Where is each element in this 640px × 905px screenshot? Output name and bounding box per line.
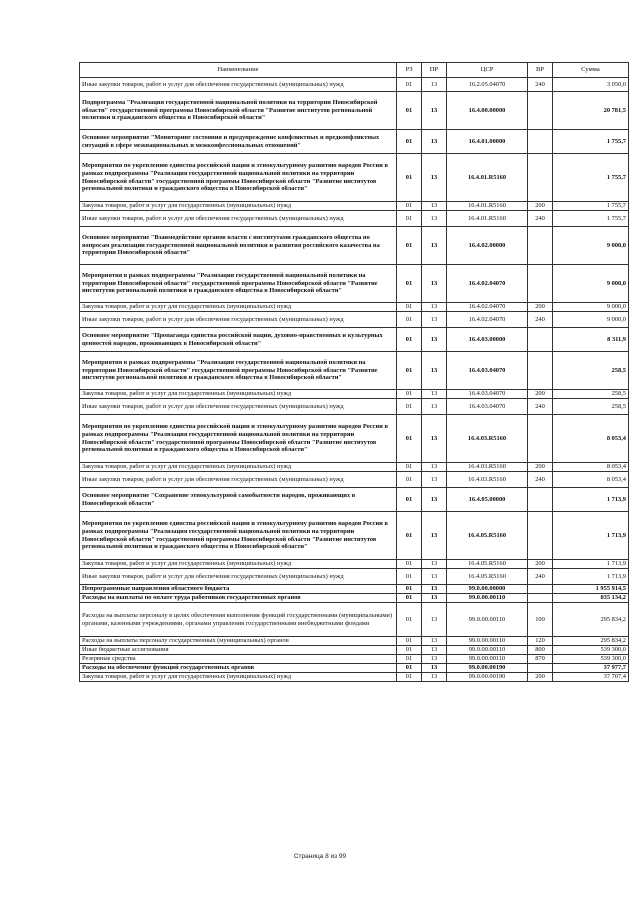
document-page bbox=[79, 62, 628, 682]
table-row bbox=[80, 512, 629, 560]
cell-pr: 13 bbox=[422, 664, 447, 673]
cell-pr: 13 bbox=[422, 603, 447, 637]
table-row bbox=[80, 92, 629, 130]
cell-pr: 13 bbox=[422, 594, 447, 603]
cell-rz: 01 bbox=[397, 154, 422, 202]
cell-csr: 16.4.02.04070 bbox=[447, 303, 528, 312]
cell-sum: 9 000,0 bbox=[553, 312, 629, 328]
cell-vr: 240 bbox=[528, 211, 553, 227]
table-row bbox=[80, 646, 629, 655]
cell-pr: 13 bbox=[422, 92, 447, 130]
cell-vr bbox=[528, 585, 553, 594]
cell-name: Непрограммные направления областного бюджета bbox=[80, 585, 397, 594]
cell-csr: 99.0.00.00110 bbox=[447, 594, 528, 603]
table-row bbox=[80, 585, 629, 594]
cell-name: Иные закупки товаров, работ и услуг для обеспечения государственных (муниципальных) нужд bbox=[80, 211, 397, 227]
cell-name: Резервные средства bbox=[80, 655, 397, 664]
cell-name: Основное мероприятие "Сохранение этнокультурной самобытности народов, проживающих в Новосибирской области" bbox=[80, 488, 397, 512]
table-row bbox=[80, 603, 629, 637]
table-row bbox=[80, 488, 629, 512]
cell-vr bbox=[528, 130, 553, 154]
cell-sum: 1 713,9 bbox=[553, 488, 629, 512]
cell-vr: 200 bbox=[528, 560, 553, 569]
cell-name: Мероприятия по укреплению единства российской нации и этнокультурному развитию народов России в рамках подпрограммы "Реализация государственной национальной политики на территории Новосибирской области" государственной программы Новосибирской области "Развитие институтов региональной политики и гражданского общества в Новосибирской области" bbox=[80, 415, 397, 463]
cell-pr: 13 bbox=[422, 472, 447, 488]
cell-csr: 16.4.01.00000 bbox=[447, 130, 528, 154]
cell-vr bbox=[528, 352, 553, 390]
cell-rz: 01 bbox=[397, 390, 422, 399]
table-row bbox=[80, 352, 629, 390]
cell-vr: 240 bbox=[528, 472, 553, 488]
cell-csr: 16.4.03.04070 bbox=[447, 399, 528, 415]
cell-name: Иные закупки товаров, работ и услуг для обеспечения государственных (муниципальных) нужд bbox=[80, 78, 397, 92]
cell-csr: 16.4.01.R5160 bbox=[447, 154, 528, 202]
cell-csr: 99.0.00.00110 bbox=[447, 603, 528, 637]
table-row bbox=[80, 328, 629, 352]
table-row bbox=[80, 664, 629, 673]
cell-vr bbox=[528, 415, 553, 463]
cell-vr: 120 bbox=[528, 637, 553, 646]
cell-name: Закупка товаров, работ и услуг для государственных (муниципальных) нужд bbox=[80, 202, 397, 211]
table-header-row bbox=[80, 63, 629, 78]
cell-csr: 16.4.05.00000 bbox=[447, 488, 528, 512]
cell-rz: 01 bbox=[397, 488, 422, 512]
cell-csr: 99.0.00.00110 bbox=[447, 637, 528, 646]
cell-pr: 13 bbox=[422, 673, 447, 682]
cell-sum: 1 755,7 bbox=[553, 202, 629, 211]
cell-sum: 258,5 bbox=[553, 390, 629, 399]
cell-rz: 01 bbox=[397, 594, 422, 603]
cell-vr: 240 bbox=[528, 399, 553, 415]
cell-rz: 01 bbox=[397, 352, 422, 390]
cell-name: Расходы на выплаты персоналу в целях обеспечения выполнения функций государственными (муниципальными) органами, казенными учреждениями, органами управления государственными внебюджетными фондами bbox=[80, 603, 397, 637]
cell-rz: 01 bbox=[397, 312, 422, 328]
cell-csr: 16.4.03.R5160 bbox=[447, 472, 528, 488]
cell-name: Мероприятия по укреплению единства российской нации и этнокультурному развитию народов России в рамках подпрограммы "Реализация государственной национальной политики на территории Новосибирской области" государственной программы Новосибирской области "Развитие институтов региональной политики и гражданского общества в Новосибирской области" bbox=[80, 154, 397, 202]
cell-sum: 9 000,0 bbox=[553, 227, 629, 265]
cell-sum: 539 300,0 bbox=[553, 646, 629, 655]
cell-rz: 01 bbox=[397, 664, 422, 673]
cell-sum: 1 755,7 bbox=[553, 130, 629, 154]
cell-sum: 835 134,2 bbox=[553, 594, 629, 603]
cell-pr: 13 bbox=[422, 78, 447, 92]
cell-vr bbox=[528, 488, 553, 512]
table-row bbox=[80, 637, 629, 646]
cell-name: Закупка товаров, работ и услуг для государственных (муниципальных) нужд bbox=[80, 390, 397, 399]
cell-rz: 01 bbox=[397, 130, 422, 154]
cell-vr: 100 bbox=[528, 603, 553, 637]
table-row bbox=[80, 560, 629, 569]
cell-vr bbox=[528, 227, 553, 265]
cell-rz: 01 bbox=[397, 646, 422, 655]
cell-sum: 258,5 bbox=[553, 399, 629, 415]
cell-sum: 295 834,2 bbox=[553, 637, 629, 646]
cell-pr: 13 bbox=[422, 390, 447, 399]
table-row bbox=[80, 202, 629, 211]
cell-pr: 13 bbox=[422, 646, 447, 655]
cell-sum: 9 000,0 bbox=[553, 265, 629, 303]
cell-rz: 01 bbox=[397, 211, 422, 227]
table-row bbox=[80, 594, 629, 603]
table-row bbox=[80, 390, 629, 399]
cell-name: Мероприятия в рамках подпрограммы "Реализация государственной национальной политики на территории Новосибирской области" государственной программы Новосибирской области "Развитие институтов региональной политики и гражданского общества в Новосибирской области" bbox=[80, 265, 397, 303]
page-number: Страница 8 из 99 bbox=[293, 853, 347, 860]
cell-csr: 16.4.02.04070 bbox=[447, 312, 528, 328]
cell-csr: 16.4.03.04070 bbox=[447, 390, 528, 399]
cell-sum: 20 781,5 bbox=[553, 92, 629, 130]
cell-pr: 13 bbox=[422, 202, 447, 211]
cell-sum: 1 755,7 bbox=[553, 211, 629, 227]
cell-vr bbox=[528, 512, 553, 560]
cell-pr: 13 bbox=[422, 655, 447, 664]
table-row bbox=[80, 399, 629, 415]
cell-pr: 13 bbox=[422, 312, 447, 328]
header-name: Наименование bbox=[80, 63, 397, 78]
cell-name: Расходы на выплаты персоналу государственных (муниципальных) органов bbox=[80, 637, 397, 646]
header-csr: ЦСР bbox=[447, 63, 528, 78]
table-row bbox=[80, 415, 629, 463]
cell-sum: 1 713,9 bbox=[553, 512, 629, 560]
table-row bbox=[80, 78, 629, 92]
cell-pr: 13 bbox=[422, 637, 447, 646]
cell-vr bbox=[528, 594, 553, 603]
cell-name: Основное мероприятие "Пропаганда единства российской нации, духовно-нравственных и культурных ценностей народов, проживающих в Новосибирской области" bbox=[80, 328, 397, 352]
cell-name: Мероприятия в рамках подпрограммы "Реализация государственной национальной политики на территории Новосибирской области" государственной программы Новосибирской области "Развитие институтов региональной политики и гражданского общества в Новосибирской области" bbox=[80, 352, 397, 390]
cell-vr: 240 bbox=[528, 312, 553, 328]
cell-vr: 200 bbox=[528, 673, 553, 682]
cell-pr: 13 bbox=[422, 328, 447, 352]
table-row bbox=[80, 130, 629, 154]
cell-vr: 870 bbox=[528, 655, 553, 664]
cell-csr: 99.0.00.00190 bbox=[447, 673, 528, 682]
cell-rz: 01 bbox=[397, 265, 422, 303]
table-row bbox=[80, 463, 629, 472]
cell-sum: 9 000,0 bbox=[553, 303, 629, 312]
cell-vr bbox=[528, 92, 553, 130]
cell-sum: 295 834,2 bbox=[553, 603, 629, 637]
table-row bbox=[80, 227, 629, 265]
cell-rz: 01 bbox=[397, 415, 422, 463]
cell-name: Мероприятия по укреплению единства российской нации и этнокультурному развитию народов России в рамках подпрограммы "Реализация государственной национальной политики на территории Новосибирской области" государственной программы Новосибирской области "Развитие институтов региональной политики и гражданского общества в Новосибирской области" bbox=[80, 512, 397, 560]
cell-pr: 13 bbox=[422, 560, 447, 569]
table-row bbox=[80, 211, 629, 227]
cell-sum: 8 053,4 bbox=[553, 415, 629, 463]
cell-sum: 37 977,7 bbox=[553, 664, 629, 673]
table-row bbox=[80, 312, 629, 328]
cell-vr: 800 bbox=[528, 646, 553, 655]
cell-vr: 240 bbox=[528, 78, 553, 92]
cell-vr: 200 bbox=[528, 202, 553, 211]
cell-pr: 13 bbox=[422, 463, 447, 472]
cell-csr: 99.0.00.00190 bbox=[447, 664, 528, 673]
table-row bbox=[80, 655, 629, 664]
cell-sum: 1 755,7 bbox=[553, 154, 629, 202]
cell-rz: 01 bbox=[397, 569, 422, 585]
cell-name: Основное мероприятие "Взаимодействие органов власти с институтами гражданского общества по вопросам реализации государственной национальной политики и развития российского казачества на территории Новосибирской области" bbox=[80, 227, 397, 265]
cell-pr: 13 bbox=[422, 585, 447, 594]
cell-name: Расходы на обеспечение функций государственных органов bbox=[80, 664, 397, 673]
cell-sum: 1 955 914,5 bbox=[553, 585, 629, 594]
cell-vr: 240 bbox=[528, 569, 553, 585]
cell-csr: 16.4.03.R5160 bbox=[447, 415, 528, 463]
cell-name: Подпрограмма "Реализация государственной национальной политики на территории Новосибирской области" государственной программы Новосибирской области "Развитие институтов региональной политики и гражданского общества в Новосибирской области" bbox=[80, 92, 397, 130]
cell-rz: 01 bbox=[397, 303, 422, 312]
cell-name: Основное мероприятие "Мониторинг состояния и предупреждение конфликтных и предконфликтных ситуаций в сфере межнациональных и межконфессиональных отношений" bbox=[80, 130, 397, 154]
cell-rz: 01 bbox=[397, 227, 422, 265]
table-row bbox=[80, 673, 629, 682]
cell-sum: 8 311,9 bbox=[553, 328, 629, 352]
cell-rz: 01 bbox=[397, 399, 422, 415]
cell-pr: 13 bbox=[422, 227, 447, 265]
cell-name: Закупка товаров, работ и услуг для государственных (муниципальных) нужд bbox=[80, 673, 397, 682]
cell-vr bbox=[528, 265, 553, 303]
cell-rz: 01 bbox=[397, 637, 422, 646]
cell-sum: 258,5 bbox=[553, 352, 629, 390]
cell-sum: 37 707,4 bbox=[553, 673, 629, 682]
cell-vr: 200 bbox=[528, 303, 553, 312]
cell-pr: 13 bbox=[422, 303, 447, 312]
cell-name: Закупка товаров, работ и услуг для государственных (муниципальных) нужд bbox=[80, 303, 397, 312]
cell-name: Иные закупки товаров, работ и услуг для обеспечения государственных (муниципальных) нужд bbox=[80, 399, 397, 415]
cell-csr: 99.0.00.00110 bbox=[447, 646, 528, 655]
cell-vr: 200 bbox=[528, 390, 553, 399]
table-row bbox=[80, 472, 629, 488]
cell-csr: 16.4.05.R5160 bbox=[447, 512, 528, 560]
cell-rz: 01 bbox=[397, 78, 422, 92]
cell-sum: 1 713,9 bbox=[553, 560, 629, 569]
cell-rz: 01 bbox=[397, 92, 422, 130]
cell-csr: 16.4.02.04070 bbox=[447, 265, 528, 303]
cell-vr bbox=[528, 328, 553, 352]
cell-csr: 99.0.00.00000 bbox=[447, 585, 528, 594]
cell-name: Закупка товаров, работ и услуг для государственных (муниципальных) нужд bbox=[80, 560, 397, 569]
cell-csr: 99.0.00.00110 bbox=[447, 655, 528, 664]
cell-pr: 13 bbox=[422, 399, 447, 415]
cell-pr: 13 bbox=[422, 512, 447, 560]
cell-sum: 8 053,4 bbox=[553, 463, 629, 472]
header-sum: Сумма bbox=[553, 63, 629, 78]
cell-csr: 16.4.00.00000 bbox=[447, 92, 528, 130]
cell-name: Иные закупки товаров, работ и услуг для обеспечения государственных (муниципальных) нужд bbox=[80, 569, 397, 585]
cell-rz: 01 bbox=[397, 585, 422, 594]
cell-pr: 13 bbox=[422, 265, 447, 303]
cell-csr: 16.4.03.R5160 bbox=[447, 463, 528, 472]
cell-csr: 16.4.01.R5160 bbox=[447, 211, 528, 227]
cell-pr: 13 bbox=[422, 154, 447, 202]
table-row bbox=[80, 303, 629, 312]
table-row bbox=[80, 265, 629, 303]
cell-sum: 3 050,0 bbox=[553, 78, 629, 92]
header-pr: ПР bbox=[422, 63, 447, 78]
cell-pr: 13 bbox=[422, 488, 447, 512]
cell-csr: 16.2.05.04070 bbox=[447, 78, 528, 92]
cell-rz: 01 bbox=[397, 673, 422, 682]
cell-name: Иные закупки товаров, работ и услуг для обеспечения государственных (муниципальных) нужд bbox=[80, 472, 397, 488]
cell-csr: 16.4.03.04070 bbox=[447, 352, 528, 390]
cell-csr: 16.4.02.00000 bbox=[447, 227, 528, 265]
table-row bbox=[80, 154, 629, 202]
cell-vr bbox=[528, 664, 553, 673]
cell-pr: 13 bbox=[422, 569, 447, 585]
cell-name: Иные закупки товаров, работ и услуг для обеспечения государственных (муниципальных) нужд bbox=[80, 312, 397, 328]
cell-name: Иные бюджетные ассигнования bbox=[80, 646, 397, 655]
cell-pr: 13 bbox=[422, 415, 447, 463]
cell-vr: 200 bbox=[528, 463, 553, 472]
cell-csr: 16.4.01.R5160 bbox=[447, 202, 528, 211]
cell-csr: 16.4.05.R5160 bbox=[447, 569, 528, 585]
cell-rz: 01 bbox=[397, 603, 422, 637]
cell-pr: 13 bbox=[422, 352, 447, 390]
cell-rz: 01 bbox=[397, 472, 422, 488]
cell-csr: 16.4.05.R5160 bbox=[447, 560, 528, 569]
cell-name: Закупка товаров, работ и услуг для государственных (муниципальных) нужд bbox=[80, 463, 397, 472]
cell-sum: 1 713,9 bbox=[553, 569, 629, 585]
cell-sum: 539 300,0 bbox=[553, 655, 629, 664]
cell-rz: 01 bbox=[397, 560, 422, 569]
cell-vr bbox=[528, 154, 553, 202]
header-rz: РЗ bbox=[397, 63, 422, 78]
cell-sum: 8 053,4 bbox=[553, 472, 629, 488]
cell-rz: 01 bbox=[397, 655, 422, 664]
cell-pr: 13 bbox=[422, 211, 447, 227]
cell-rz: 01 bbox=[397, 202, 422, 211]
budget-table bbox=[79, 62, 629, 682]
table-body bbox=[80, 78, 629, 682]
header-vr: ВР bbox=[528, 63, 553, 78]
cell-csr: 16.4.03.00000 bbox=[447, 328, 528, 352]
cell-name: Расходы на выплаты по оплате труда работников государственных органов bbox=[80, 594, 397, 603]
cell-pr: 13 bbox=[422, 130, 447, 154]
cell-rz: 01 bbox=[397, 512, 422, 560]
cell-rz: 01 bbox=[397, 328, 422, 352]
cell-rz: 01 bbox=[397, 463, 422, 472]
table-row bbox=[80, 569, 629, 585]
